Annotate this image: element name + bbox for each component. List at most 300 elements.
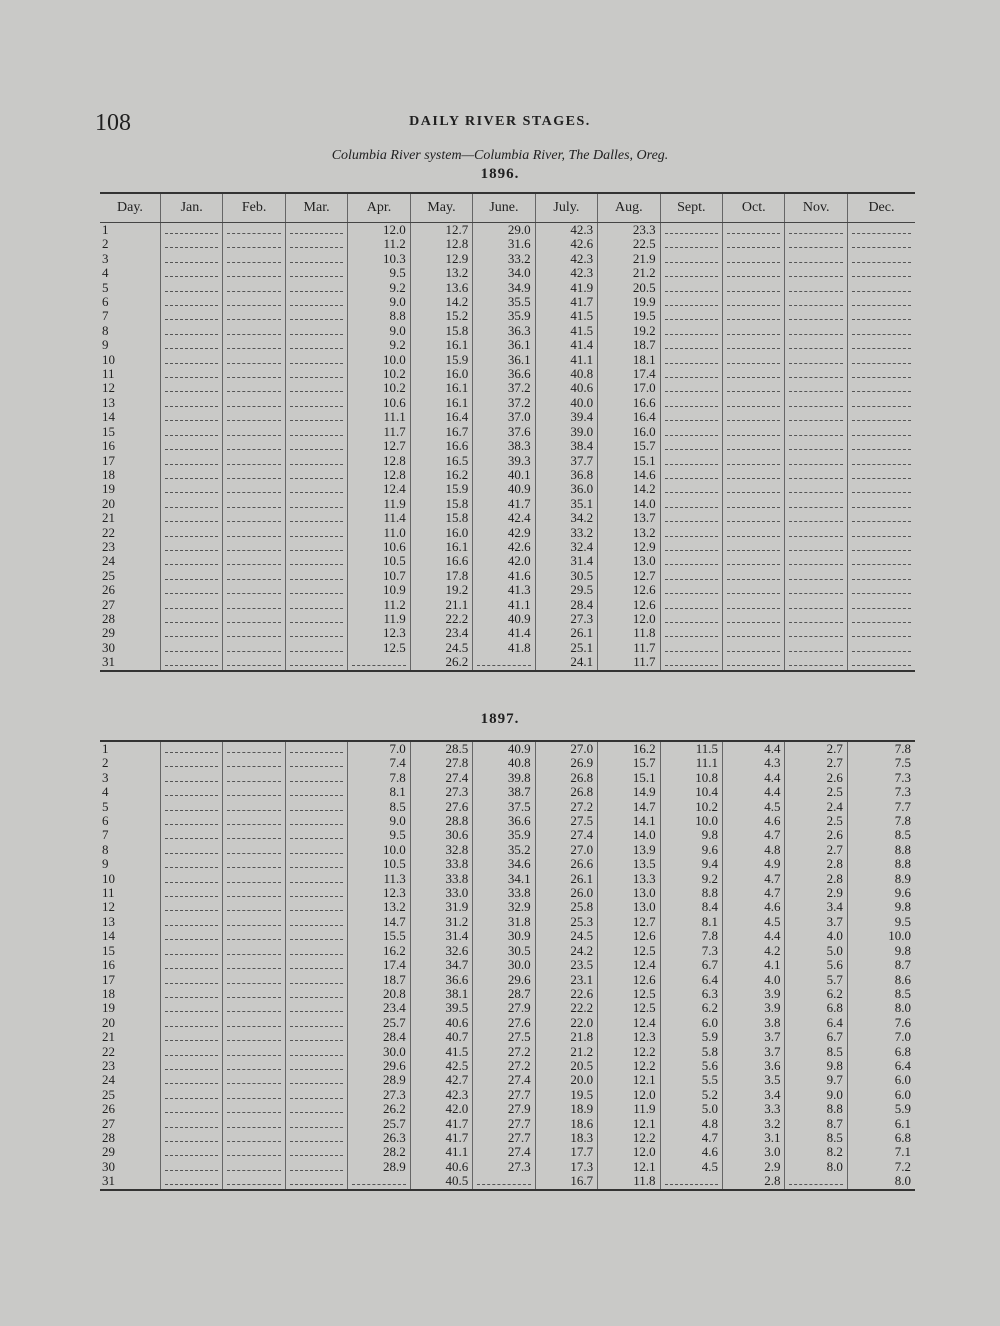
empty-cell: [160, 1073, 222, 1087]
leader-dots: [290, 1123, 343, 1128]
stage-value-cell: 4.3: [723, 756, 785, 770]
empty-cell: [160, 295, 222, 309]
stage-value-cell: 34.2: [535, 511, 597, 525]
stage-value-cell: 19.5: [535, 1088, 597, 1102]
stage-value-cell: 13.3: [598, 872, 660, 886]
table-row: [100, 223, 915, 238]
leader-dots: [165, 503, 218, 508]
stage-value-cell: 30.9: [473, 929, 535, 943]
leader-dots: [165, 762, 218, 767]
stage-value-cell: 27.4: [473, 1073, 535, 1087]
stage-value-cell: 5.6: [660, 1059, 722, 1073]
empty-cell: [285, 338, 347, 352]
leader-dots: [165, 618, 218, 623]
stage-value-cell: 15.8: [410, 511, 472, 525]
leader-dots: [789, 272, 842, 277]
stage-value-cell: 37.6: [473, 425, 535, 439]
empty-cell: [160, 626, 222, 640]
running-head: DAILY RIVER STAGES.: [409, 114, 591, 129]
leader-dots: [665, 488, 718, 493]
header-row: [100, 193, 915, 223]
stage-value-cell: 16.1: [410, 396, 472, 410]
stage-value-cell: 16.1: [410, 381, 472, 395]
leader-dots: [852, 431, 911, 436]
empty-cell: [223, 598, 285, 612]
stage-value-cell: 14.7: [348, 915, 410, 929]
stage-value-cell: 26.1: [535, 626, 597, 640]
leader-dots: [290, 1151, 343, 1156]
empty-cell: [223, 381, 285, 395]
stage-value-cell: 37.2: [473, 381, 535, 395]
empty-cell: [285, 526, 347, 540]
leader-dots: [789, 373, 842, 378]
empty-cell: [723, 655, 785, 670]
empty-cell: [660, 598, 722, 612]
leader-dots: [227, 921, 280, 926]
empty-cell: [160, 482, 222, 496]
leader-dots: [165, 243, 218, 248]
stage-value-cell: 6.4: [660, 973, 722, 987]
stage-value-cell: 41.1: [535, 353, 597, 367]
stage-value-cell: 5.8: [660, 1045, 722, 1059]
stage-value-cell: 2.8: [723, 1174, 785, 1189]
empty-cell: [223, 425, 285, 439]
leader-dots: [165, 921, 218, 926]
empty-cell: [285, 439, 347, 453]
stage-value-cell: 16.6: [598, 396, 660, 410]
empty-cell: [785, 497, 847, 511]
leader-dots: [227, 1166, 280, 1171]
empty-cell: [785, 396, 847, 410]
leader-dots: [852, 517, 911, 522]
stage-value-cell: 9.0: [348, 814, 410, 828]
stage-value-cell: 40.9: [473, 612, 535, 626]
stage-value-cell: 30.5: [535, 569, 597, 583]
empty-cell: [660, 482, 722, 496]
stage-value-cell: 41.3: [473, 583, 535, 597]
empty-cell: [660, 281, 722, 295]
leader-dots: [227, 1180, 280, 1185]
table-row: [100, 266, 915, 280]
leader-dots: [290, 806, 343, 811]
leader-dots: [727, 546, 780, 551]
stage-value-cell: 31.9: [410, 900, 472, 914]
stage-value-cell: 4.6: [723, 814, 785, 828]
day-cell: 9: [102, 338, 109, 353]
stage-value-cell: 10.6: [348, 396, 410, 410]
stage-value-cell: 19.5: [598, 309, 660, 323]
empty-cell: [223, 266, 285, 280]
stage-value-cell: 36.3: [473, 324, 535, 338]
empty-cell: [285, 425, 347, 439]
empty-cell: [160, 237, 222, 251]
stage-value-cell: 21.9: [598, 252, 660, 266]
stage-value-cell: 8.8: [660, 886, 722, 900]
leader-dots: [789, 503, 842, 508]
day-cell: 7: [102, 828, 109, 843]
stage-value-cell: 27.0: [535, 741, 597, 756]
stage-value-cell: 42.3: [535, 223, 597, 238]
empty-cell: [660, 367, 722, 381]
leader-dots: [165, 849, 218, 854]
empty-cell: [785, 237, 847, 251]
day-cell: 15: [102, 424, 115, 439]
stage-value-cell: 22.0: [535, 1016, 597, 1030]
empty-cell: [160, 324, 222, 338]
stage-value-cell: 9.0: [785, 1088, 847, 1102]
stage-value-cell: 6.7: [660, 958, 722, 972]
leader-dots: [290, 1007, 343, 1012]
empty-cell: [723, 482, 785, 496]
empty-cell: [785, 612, 847, 626]
leader-dots: [852, 589, 911, 594]
leader-dots: [789, 532, 842, 537]
table-row: [100, 425, 915, 439]
empty-cell: [847, 324, 915, 338]
empty-cell: [223, 511, 285, 525]
stage-value-cell: 19.2: [598, 324, 660, 338]
leader-dots: [165, 387, 218, 392]
day-cell: 8: [102, 842, 109, 857]
leader-dots: [789, 632, 842, 637]
leader-dots: [290, 344, 343, 349]
stage-value-cell: 10.5: [348, 554, 410, 568]
empty-cell: [223, 410, 285, 424]
leader-dots: [227, 1137, 280, 1142]
stage-value-cell: 12.2: [598, 1131, 660, 1145]
stage-value-cell: 36.6: [473, 367, 535, 381]
leader-dots: [727, 287, 780, 292]
empty-cell: [223, 1088, 285, 1102]
empty-cell: [285, 1059, 347, 1073]
leader-dots: [852, 315, 911, 320]
empty-cell: [223, 454, 285, 468]
empty-cell: [785, 569, 847, 583]
empty-cell: [160, 771, 222, 785]
year-heading-1896: 1896.: [480, 166, 520, 182]
stage-value-cell: 11.2: [348, 237, 410, 251]
stage-value-cell: 26.2: [348, 1102, 410, 1116]
leader-dots: [727, 272, 780, 277]
table-row: [100, 281, 915, 295]
stage-value-cell: 3.7: [723, 1045, 785, 1059]
leader-dots: [165, 402, 218, 407]
leader-dots: [165, 1022, 218, 1027]
table-row: [100, 958, 915, 972]
stage-value-cell: 27.5: [473, 1030, 535, 1044]
empty-cell: [660, 540, 722, 554]
empty-cell: [285, 266, 347, 280]
empty-cell: [847, 554, 915, 568]
leader-dots: [789, 431, 842, 436]
stage-value-cell: 16.0: [598, 425, 660, 439]
leader-dots: [290, 460, 343, 465]
stage-value-cell: 30.5: [473, 944, 535, 958]
column-header: June.: [473, 193, 535, 223]
table-row: [100, 741, 915, 756]
stage-value-cell: 10.4: [660, 785, 722, 799]
leader-dots: [165, 589, 218, 594]
stage-value-cell: 27.9: [473, 1001, 535, 1015]
stage-value-cell: 6.0: [847, 1088, 915, 1102]
stage-value-cell: 3.7: [785, 915, 847, 929]
stage-value-cell: 26.2: [410, 655, 472, 670]
empty-cell: [285, 929, 347, 943]
empty-cell: [723, 641, 785, 655]
leader-dots: [852, 373, 911, 378]
leader-dots: [665, 301, 718, 306]
leader-dots: [165, 820, 218, 825]
empty-cell: [847, 295, 915, 309]
stage-value-cell: 20.5: [535, 1059, 597, 1073]
empty-cell: [785, 439, 847, 453]
table-row: [100, 367, 915, 381]
empty-cell: [660, 338, 722, 352]
table-row: [100, 626, 915, 640]
leader-dots: [165, 964, 218, 969]
leader-dots: [789, 330, 842, 335]
stage-value-cell: 12.9: [598, 540, 660, 554]
stage-value-cell: 23.4: [410, 626, 472, 640]
empty-cell: [723, 569, 785, 583]
empty-cell: [660, 1174, 722, 1189]
stage-value-cell: 9.8: [847, 900, 915, 914]
empty-cell: [785, 526, 847, 540]
empty-cell: [285, 598, 347, 612]
stage-value-cell: 5.9: [660, 1030, 722, 1044]
stage-value-cell: 8.5: [348, 800, 410, 814]
empty-cell: [285, 1001, 347, 1015]
stage-value-cell: 31.2: [410, 915, 472, 929]
empty-cell: [660, 641, 722, 655]
stage-value-cell: 12.7: [598, 569, 660, 583]
stage-value-cell: 2.8: [785, 872, 847, 886]
empty-cell: [160, 828, 222, 842]
stage-value-cell: 22.6: [535, 987, 597, 1001]
leader-dots: [290, 431, 343, 436]
leader-dots: [227, 806, 280, 811]
stage-value-cell: 14.7: [598, 800, 660, 814]
empty-cell: [723, 295, 785, 309]
table-row: [100, 886, 915, 900]
stage-value-cell: 28.9: [348, 1160, 410, 1174]
leader-dots: [227, 834, 280, 839]
stage-value-cell: 17.8: [410, 569, 472, 583]
empty-cell: [160, 223, 222, 238]
empty-cell: [223, 857, 285, 871]
table-row: [100, 612, 915, 626]
empty-cell: [285, 612, 347, 626]
empty-cell: [223, 1145, 285, 1159]
stage-value-cell: 17.4: [348, 958, 410, 972]
empty-cell: [223, 1160, 285, 1174]
stage-value-cell: 7.6: [847, 1016, 915, 1030]
day-cell: 25: [102, 1087, 115, 1102]
leader-dots: [789, 243, 842, 248]
empty-cell: [285, 353, 347, 367]
empty-cell: [160, 338, 222, 352]
stage-value-cell: 25.7: [348, 1016, 410, 1030]
leader-dots: [165, 301, 218, 306]
leader-dots: [290, 387, 343, 392]
empty-cell: [160, 353, 222, 367]
table-row: [100, 641, 915, 655]
leader-dots: [665, 1180, 718, 1185]
leader-dots: [227, 1036, 280, 1041]
table-row: [100, 482, 915, 496]
empty-cell: [285, 915, 347, 929]
empty-cell: [223, 1073, 285, 1087]
leader-dots: [727, 532, 780, 537]
stage-value-cell: 13.2: [410, 266, 472, 280]
empty-cell: [285, 223, 347, 238]
leader-dots: [165, 445, 218, 450]
leader-dots: [227, 935, 280, 940]
stage-value-cell: 6.8: [847, 1131, 915, 1145]
leader-dots: [852, 618, 911, 623]
leader-dots: [227, 344, 280, 349]
empty-cell: [223, 324, 285, 338]
empty-cell: [847, 367, 915, 381]
empty-cell: [285, 1117, 347, 1131]
empty-cell: [723, 511, 785, 525]
stage-value-cell: 27.4: [473, 1145, 535, 1159]
day-cell: 13: [102, 914, 115, 929]
stage-value-cell: 7.7: [847, 800, 915, 814]
stage-value-cell: 26.6: [535, 857, 597, 871]
empty-cell: [223, 655, 285, 670]
empty-cell: [223, 569, 285, 583]
column-header: Feb.: [223, 193, 285, 223]
leader-dots: [290, 849, 343, 854]
leader-dots: [227, 287, 280, 292]
stage-value-cell: 13.6: [410, 281, 472, 295]
leader-dots: [227, 503, 280, 508]
stage-value-cell: 33.2: [473, 252, 535, 266]
stage-value-cell: 15.9: [410, 482, 472, 496]
empty-cell: [223, 756, 285, 770]
stage-value-cell: 29.6: [473, 973, 535, 987]
stage-value-cell: 27.3: [535, 612, 597, 626]
stage-value-cell: 2.6: [785, 771, 847, 785]
stage-value-cell: 40.9: [473, 482, 535, 496]
leader-dots: [290, 532, 343, 537]
stage-value-cell: 4.7: [723, 886, 785, 900]
stage-value-cell: 8.1: [660, 915, 722, 929]
stage-value-cell: 10.0: [660, 814, 722, 828]
empty-cell: [723, 468, 785, 482]
leader-dots: [165, 517, 218, 522]
table-row: [100, 598, 915, 612]
stage-value-cell: 37.0: [473, 410, 535, 424]
empty-cell: [723, 454, 785, 468]
stage-value-cell: 3.0: [723, 1145, 785, 1159]
leader-dots: [227, 575, 280, 580]
leader-dots: [290, 1079, 343, 1084]
leader-dots: [290, 402, 343, 407]
stage-value-cell: 12.1: [598, 1117, 660, 1131]
leader-dots: [727, 488, 780, 493]
leader-dots: [852, 387, 911, 392]
empty-cell: [223, 1030, 285, 1044]
leader-dots: [227, 906, 280, 911]
empty-cell: [223, 338, 285, 352]
table-row: [100, 252, 915, 266]
stage-value-cell: 4.4: [723, 771, 785, 785]
stage-value-cell: 12.1: [598, 1073, 660, 1087]
table-row: [100, 1073, 915, 1087]
stage-value-cell: 12.4: [598, 958, 660, 972]
leader-dots: [789, 301, 842, 306]
empty-cell: [285, 886, 347, 900]
stage-value-cell: 34.9: [473, 281, 535, 295]
leader-dots: [665, 402, 718, 407]
empty-cell: [847, 252, 915, 266]
table-row: [100, 309, 915, 323]
empty-cell: [660, 396, 722, 410]
stage-value-cell: 8.0: [785, 1160, 847, 1174]
empty-cell: [723, 554, 785, 568]
day-cell: 29: [102, 626, 115, 641]
stage-value-cell: 14.6: [598, 468, 660, 482]
stage-value-cell: 11.4: [348, 511, 410, 525]
leader-dots: [852, 460, 911, 465]
leader-dots: [290, 1065, 343, 1070]
day-cell: 22: [102, 525, 115, 540]
leader-dots: [665, 503, 718, 508]
leader-dots: [789, 287, 842, 292]
leader-dots: [665, 460, 718, 465]
table-row: [100, 497, 915, 511]
stage-value-cell: 16.0: [410, 526, 472, 540]
stage-value-cell: 28.5: [410, 741, 472, 756]
stage-value-cell: 16.2: [348, 944, 410, 958]
stage-value-cell: 33.2: [535, 526, 597, 540]
empty-cell: [285, 1045, 347, 1059]
stage-value-cell: 41.9: [535, 281, 597, 295]
leader-dots: [727, 416, 780, 421]
empty-cell: [160, 857, 222, 871]
stage-value-cell: 24.2: [535, 944, 597, 958]
stage-value-cell: 41.5: [535, 324, 597, 338]
table-row: [100, 655, 915, 670]
leader-dots: [290, 791, 343, 796]
empty-cell: [847, 425, 915, 439]
stage-value-cell: 11.7: [598, 641, 660, 655]
table-row: [100, 1174, 915, 1189]
leader-dots: [665, 416, 718, 421]
table-row: [100, 439, 915, 453]
stage-value-cell: 11.9: [348, 612, 410, 626]
stage-value-cell: 2.8: [785, 857, 847, 871]
stage-value-cell: 30.0: [348, 1045, 410, 1059]
empty-cell: [223, 252, 285, 266]
stage-value-cell: 13.5: [598, 857, 660, 871]
leader-dots: [165, 1166, 218, 1171]
leader-dots: [290, 1108, 343, 1113]
day-cell: 26: [102, 583, 115, 598]
leader-dots: [852, 546, 911, 551]
stage-value-cell: 41.7: [473, 497, 535, 511]
leader-dots: [227, 964, 280, 969]
empty-cell: [160, 410, 222, 424]
leader-dots: [227, 878, 280, 883]
leader-dots: [789, 344, 842, 349]
stage-value-cell: 12.3: [348, 886, 410, 900]
empty-cell: [285, 626, 347, 640]
empty-cell: [723, 396, 785, 410]
stage-value-cell: 6.1: [847, 1117, 915, 1131]
